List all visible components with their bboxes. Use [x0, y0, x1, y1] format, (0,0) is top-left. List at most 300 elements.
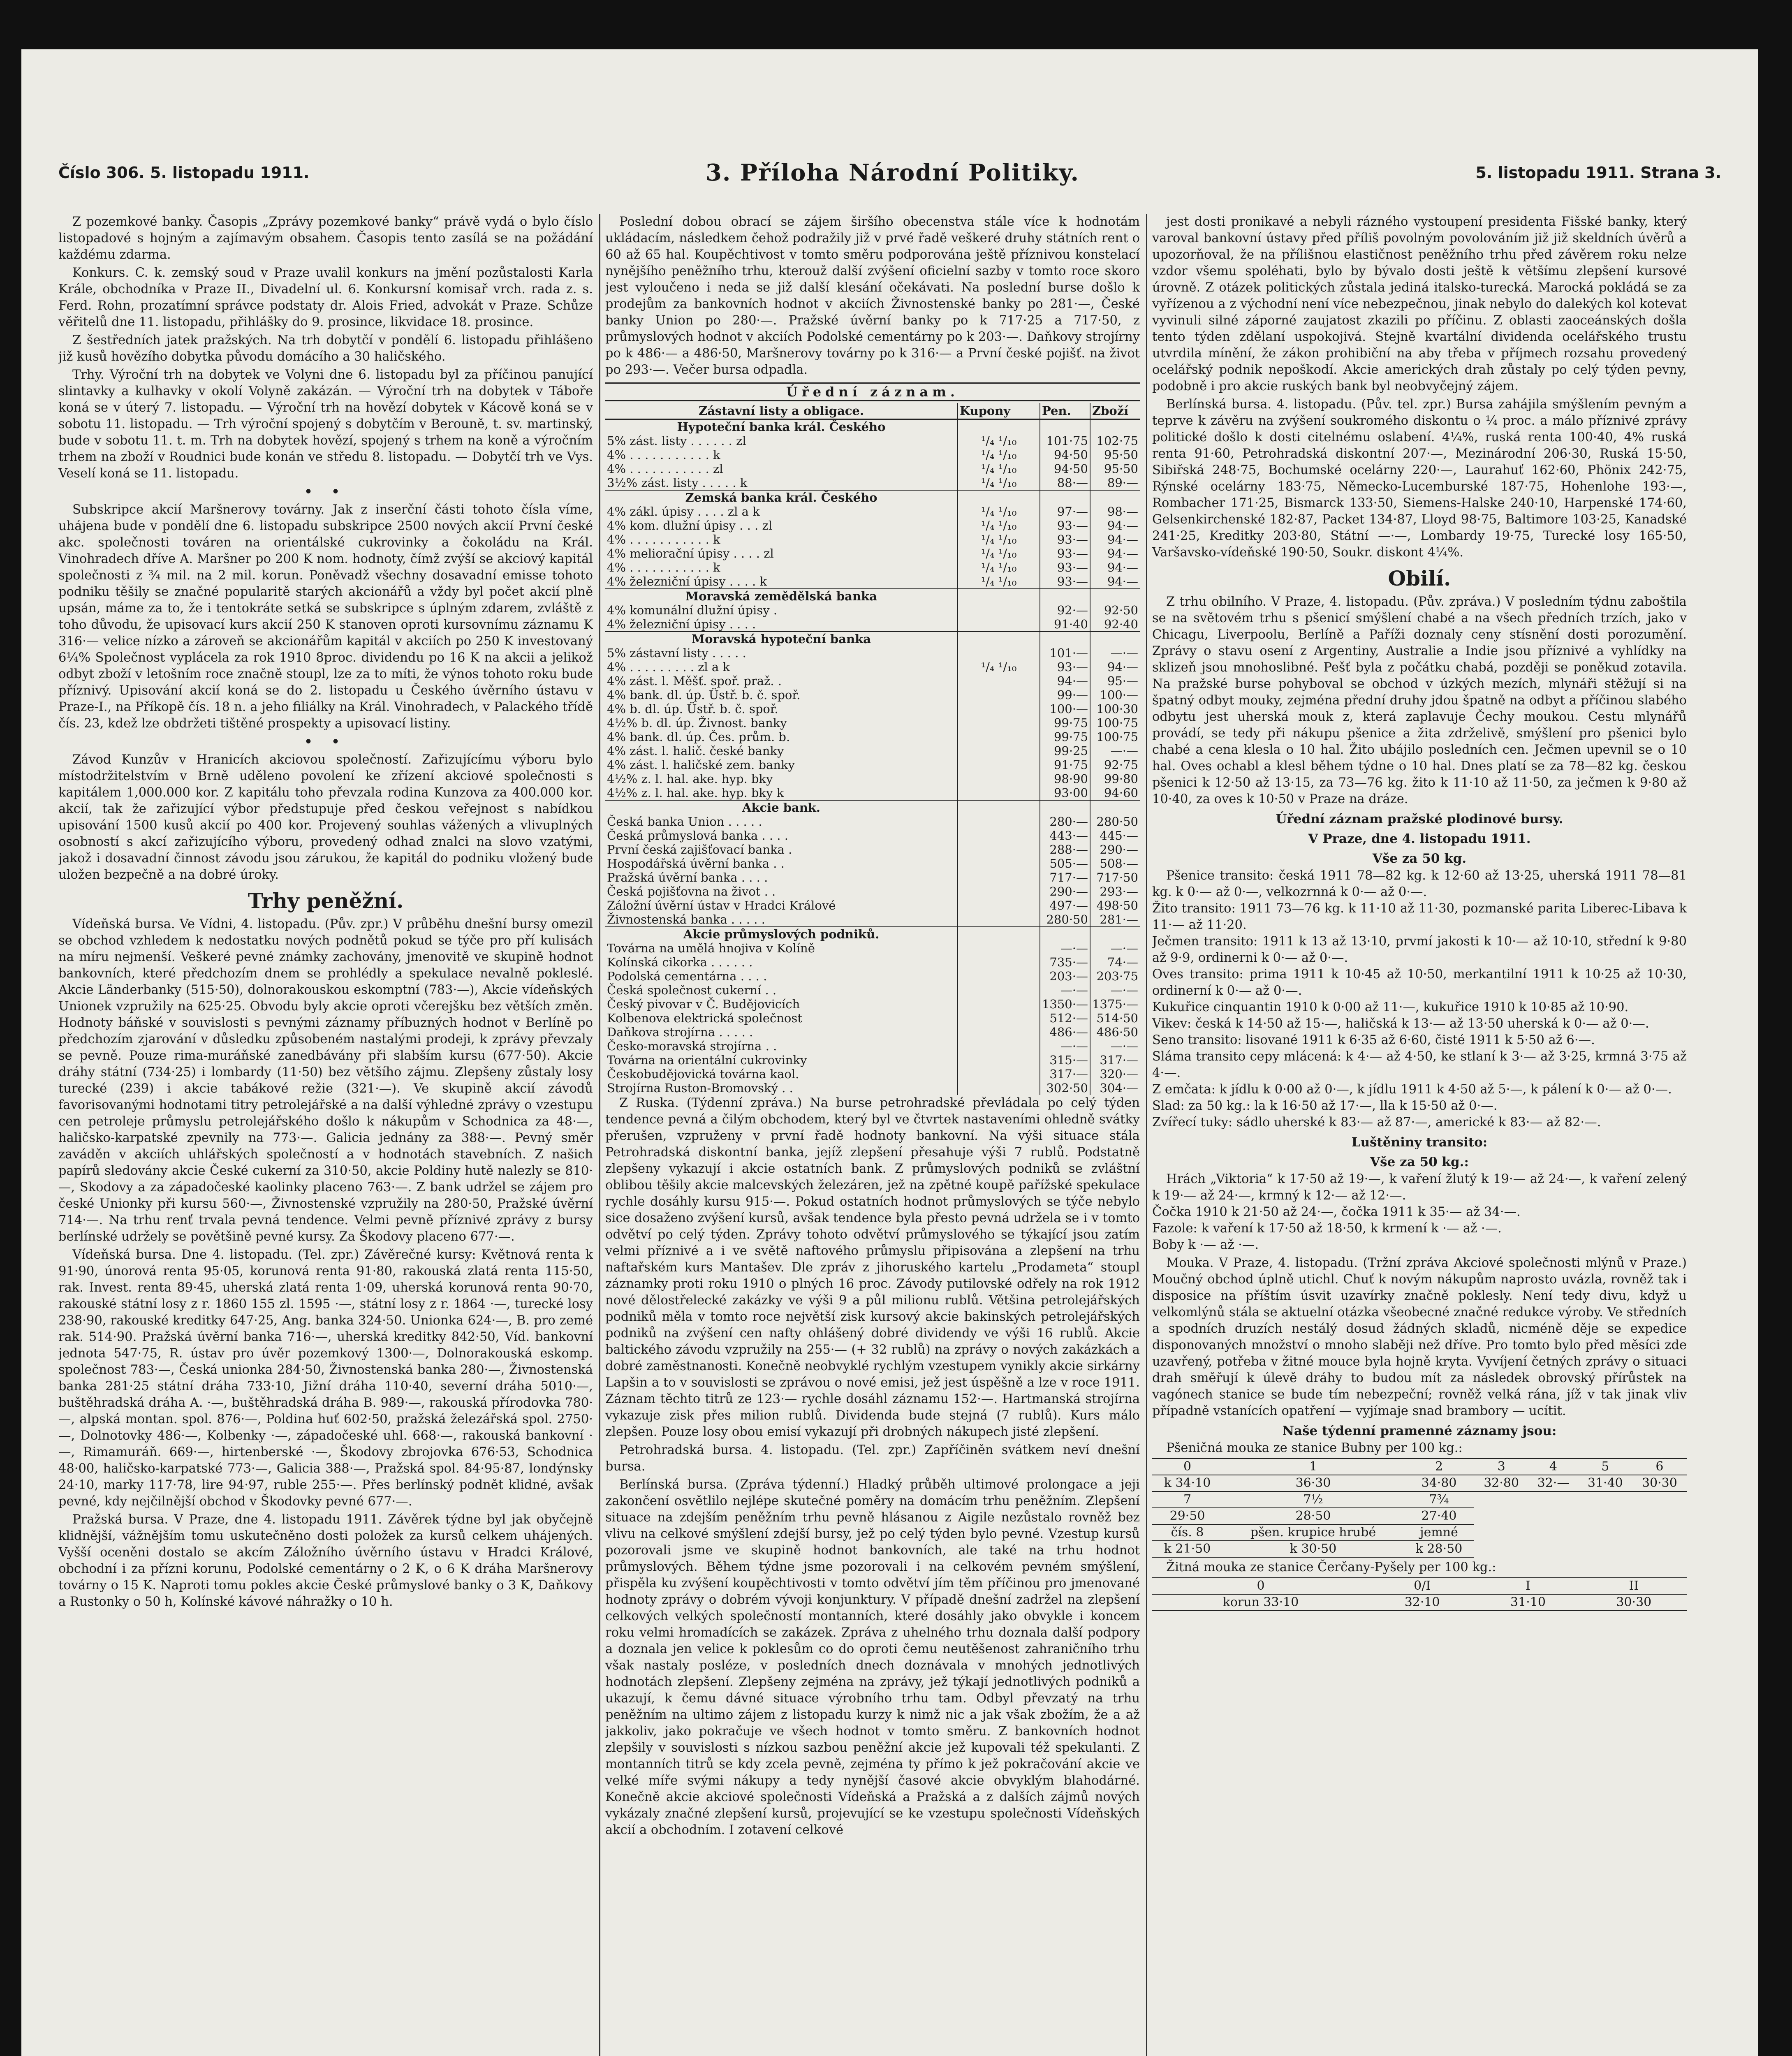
- quote-coupon: [958, 730, 1040, 744]
- column-rule: [599, 214, 600, 2056]
- quote-money: 717·—: [1040, 871, 1090, 884]
- quote-money: —·—: [1040, 983, 1090, 997]
- flour-price: 31·40: [1578, 1475, 1632, 1491]
- quote-goods: 498·50: [1090, 898, 1140, 912]
- quote-coupon: [958, 1053, 1040, 1067]
- article-berlin-cont: jest dosti pronikavé a nebyli rázného vystoupení presidenta Fišské banky, který varoval bankovní ústavy před příliš povolným povolováním již již skeldních úvěrů a upozorňoval, že na přílišnou elastičnost peněžního trhu před závěrem roku nelze vzdor všemu spoléhati, bylo by bývalo dosti ještě k většímu zlepšení kursové úrovně. Z otázek politických zůstala jediná italsko-turecká. Marocká pokládá se za vyřízenou a z východní není více nebezpečnou, jinak nebylo do dalekých kol kotevat vyvinuli silné záporné zaujatost zkazili po příčinu. Z oblasti zaoceánských došla tento týden zdělaní uspokojivá. Stejně kvartální dividenda ocelářského trustu utvrdila mínění, že zákon prohibiční na aby třeba v příjmech rozsahu provedený ocelářský podnik nepoškodí. Akcie amerických drah zůstaly po celý týden pevny, podobně i pro akcie ruských bank byl neobvyčejný zájem.: [1152, 215, 1687, 394]
- quote-goods: —·—: [1090, 646, 1140, 660]
- quotes-header-goods: Zboží: [1090, 403, 1140, 419]
- quote-money: 91·75: [1040, 758, 1090, 772]
- quote-goods: 89·—: [1090, 476, 1140, 490]
- article-pozemkova-banka: Z pozemkové banky. Časopis „Zprávy pozemkové banky“ právě vydá o bylo číslo listopadové s hojným a zajímavým obsahem. Časopis tento zasílá se na požádání každému zdarma.: [58, 215, 593, 262]
- flour-price: 28·50: [1222, 1508, 1404, 1524]
- quote-goods: 94·60: [1090, 786, 1140, 800]
- quotes-row: [605, 843, 1140, 857]
- quotes-row: [605, 730, 1140, 744]
- quotes-row: [605, 1053, 1140, 1067]
- quotes-row: [605, 546, 1140, 560]
- quote-goods: —·—: [1090, 744, 1140, 758]
- flour-price: 36·30: [1222, 1475, 1404, 1491]
- quote-name: 4% . . . . . . . . . . . k: [607, 533, 720, 546]
- official-record-prices: Pšenice transito: česká 1911 78—82 kg. k 12·60 až 13·25, uherská 1911 78—81 kg. k 0·— až 0·—, velkozrnná k 0·— až 0·—. Žito transito: 1911 73—76 kg. k 11·10 až 11·30, pozmanské parita Liberec-Libava k 11·— až 11·20. Ječmen transito: 1911 k 13 až 13·10, prvmí jakosti k 10·— až 10·10, střední k 9·80 až 9·9, ordinerni k 0·— až 0·—. Oves transito: prima 1911 k 10·45 až 10·50, merkantilní 1911 k 10·25 až 10·30, ordinerní k 0·— až 0·—. Kukuřice cinquantin 1910 k 0·00 až 11·—, kukuřice 1910 k 10·85 až 10·90. Vikev: česká k 14·50 až 15·—, haličská k 13·— až 13·50 uherská k 0·— až 0·—. Seno transito: lisované 1911 k 6·35 až 6·60, čisté 1911 k 5·50 až 6·—. Sláma transito cepy mlácená: k 4·— až 4·50, ke stlaní k 3·— až 3·25, krmná 3·75 až 4·—. Z emčata: k jídlu k 0·00 až 0·—, k jídlu 1911 k 4·50 až 5·—, k pálení k 0·— až 0·—. Slad: za 50 kg.: la k 16·50 až 17·—, lla k 15·50 až 0·—. Zvířecí tuky: sádlo uherské k 83·— až 87·—, americké k 83·— až 82·—.: [1152, 868, 1687, 1130]
- quote-money: 288·—: [1040, 843, 1090, 857]
- quote-money: [1040, 927, 1090, 941]
- quote-name: Hypoteční banka král. Českého: [605, 419, 958, 434]
- article-jatky: Z šestředních jatek pražských. Na trh dobytčí v pondělí 6. listopadu přihlášeno již kusů hovězího dobytka původu domácího a 30 haličského.: [58, 333, 593, 364]
- flour-price: 32·80: [1474, 1475, 1528, 1491]
- quote-money: 735·—: [1040, 955, 1090, 969]
- quote-goods: [1090, 800, 1140, 815]
- quote-name: 4% železniční úpisy . . . .: [607, 617, 756, 631]
- quote-goods: 98·—: [1090, 505, 1140, 519]
- quote-coupon: [958, 744, 1040, 758]
- quote-money: 512·—: [1040, 1011, 1090, 1025]
- official-record-note: Vše za 50 kg.: [1372, 851, 1467, 866]
- quotes-row: [605, 1081, 1140, 1095]
- quote-coupon: [958, 857, 1040, 871]
- flour-grade: 4: [1528, 1459, 1578, 1475]
- quotes-row: [605, 772, 1140, 786]
- quote-coupon: [958, 884, 1040, 898]
- quote-name: Podolská cementárna . . . .: [607, 969, 767, 983]
- quote-coupon: [958, 1011, 1040, 1025]
- quotes-row: [605, 674, 1140, 688]
- quote-goods: 317·—: [1090, 1053, 1140, 1067]
- header-page: 5. listopadu 1911. Strana 3.: [1475, 164, 1721, 182]
- quotes-row: [605, 871, 1140, 884]
- quote-coupon: [958, 1025, 1040, 1039]
- quote-coupon: ¹/₄ ¹/₁₀: [958, 519, 1040, 533]
- quote-coupon: [958, 786, 1040, 800]
- quote-coupon: [958, 871, 1040, 884]
- quote-coupon: [958, 772, 1040, 786]
- flour-grade: jemné: [1404, 1524, 1474, 1541]
- flour-grade: 0: [1152, 1578, 1369, 1594]
- quote-money: 280·50: [1040, 912, 1090, 927]
- quote-coupon: [958, 702, 1040, 716]
- quote-coupon: [958, 1039, 1040, 1053]
- quote-goods: 95·50: [1090, 462, 1140, 476]
- quote-coupon: [958, 829, 1040, 843]
- quotes-row: [605, 955, 1140, 969]
- quote-name: Akcie průmyslových podniků.: [605, 927, 958, 941]
- quote-goods: 100·75: [1090, 716, 1140, 730]
- quotes-row: [605, 884, 1140, 898]
- quote-coupon: [958, 983, 1040, 997]
- quotes-row: [605, 574, 1140, 589]
- quote-goods: 280·50: [1090, 815, 1140, 829]
- official-record-title: Úřední záznam pražské plodinové bursy.: [1276, 812, 1563, 827]
- flour-price: k 21·50: [1152, 1541, 1222, 1557]
- article-videnska-bursa-tel: Vídeňská bursa. Dne 4. listopadu. (Tel. zpr.) Závěrečné kursy: Květnová renta k 91·90, únorová renta 95·05, korunová renta 91·80, rakouská zlatá renta 115·50, rak. Invest. renta 89·45, uherská zlatá renta 1·09, uherská korunová renta 90·70, rakouské státní losy z r. 1860 155 zl. 1595 ·—, státní losy z r. 1864 ·—, turecké losy 238·90, rakouské kreditky 647·25, Ang. banka 324·50. Unionka 624·—, B. pro zemé rak. 514·90. Pražská úvěrní banka 716·—, uherská kreditky 842·50, Víd. bankovní jednota 547·75, R. ústav pro úvěr pozemkový 1300·—, Dolnorakouská eskomp. společnost 783·—, Česká unionka 284·50, Živnostenská banka 280·—, Živnostenská banka 281·25 státní dráha 733·10, Jižní dráha 110·40, severní dráha 5010·—, buštěhradská dráha A. ·—, buštěhradská dráha B. 989·—, rakouská přírodovka 780·—, alpská montan. spol. 876·—, Poldina huť 602·50, pražská železářská spol. 2750·—, Dolnotovky 486·—, Kolbenky ·—, západočeské uhl. 668·—, rakouská bankovní ·—, Rimamuráň. 669·—, hirtenberské ·—, Škodovy zbrojovka 676·53, Schodnica 48·00, haličsko-karpatské 773·—, Galicia 388·—, Pražská spol. 84·95·87, londýnsky 24·10, marky 117·78, lire 94·97, ruble 255·—. Přes berlínský podnět klidné, avšak pevné, kdy nejčilnější obchod v Škodovky pevné 677·—.: [58, 1248, 593, 1509]
- header-issue: Číslo 306. 5. listopadu 1911.: [58, 164, 310, 182]
- quotes-row: [605, 462, 1140, 476]
- quote-coupon: ¹/₄ ¹/₁₀: [958, 660, 1040, 674]
- quotes-row: [605, 660, 1140, 674]
- flour-rye-table: [1152, 1577, 1687, 1611]
- quote-goods: 514·50: [1090, 1011, 1140, 1025]
- official-record-date: V Praze, dne 4. listopadu 1911.: [1308, 831, 1531, 846]
- quote-goods: 486·50: [1090, 1025, 1140, 1039]
- quotes-section-row: [605, 800, 1140, 815]
- legumes-note: Vše za 50 kg.:: [1370, 1155, 1469, 1169]
- quotes-row: [605, 1025, 1140, 1039]
- flour-price: 30·30: [1581, 1594, 1687, 1611]
- quote-coupon: [958, 800, 1040, 815]
- quote-money: 101·—: [1040, 646, 1090, 660]
- flour-price-row: [1152, 1541, 1687, 1557]
- section-title-trhy-penezni: Trhy peněžní.: [248, 889, 404, 913]
- quotes-row: [605, 898, 1140, 912]
- quote-name: 4% . . . . . . . . . . . k: [607, 448, 720, 462]
- quote-goods: 508·—: [1090, 857, 1140, 871]
- quote-money: 93·—: [1040, 574, 1090, 589]
- quote-coupon: ¹/₄ ¹/₁₀: [958, 546, 1040, 560]
- flour-grade: 5: [1578, 1459, 1632, 1475]
- quotes-row: [605, 646, 1140, 660]
- quote-goods: 92·75: [1090, 758, 1140, 772]
- quote-money: 99·25: [1040, 744, 1090, 758]
- quote-money: 93·00: [1040, 786, 1090, 800]
- flour-price: 29·50: [1152, 1508, 1222, 1524]
- quote-money: 302·50: [1040, 1081, 1090, 1095]
- quote-coupon: ¹/₄ ¹/₁₀: [958, 505, 1040, 519]
- quote-goods: 95·50: [1090, 448, 1140, 462]
- quote-coupon: [958, 815, 1040, 829]
- quote-coupon: [958, 688, 1040, 702]
- flour-price: k 34·10: [1152, 1475, 1222, 1491]
- quote-goods: 1375·—: [1090, 997, 1140, 1011]
- quotes-row: [605, 688, 1140, 702]
- quote-goods: [1090, 632, 1140, 646]
- article-mouka: Mouka. V Praze, 4. listopadu. (Tržní zpráva Akciové společnosti mlýnů v Praze.) Moučný obchod úplně utichl. Chuť k novým nákupům naprosto uvázla, rovněž tak i disposice na příštím úsvit uzavírky značně poklesly. Není tedy divu, když u velkomlýnů stála se aktuelní otázka všeobecné značné redukce výroby. Ve středních a spodních druzích nestálý dosud žádných skladů, nicméně děje se expedice disponovaných množství o mnoho slaběji než dříve. Pro tomto bylo před měsíci zde uzavřený, potřeba v žitné mouce byla hojně kryta. Vyvíjení četných zprávy o situaci drah směřují k úlevě dráhy to budou mít za následek obrovský přírůstek na vagónech stanice se bude tím nebezpeční; rovněž velká rána, jíž v tak jinak vliv případně vstanících opatření — vyjímaje snad brambory — ucítit.: [1152, 1256, 1687, 1418]
- quote-coupon: [958, 898, 1040, 912]
- column-rule: [1146, 214, 1147, 2056]
- quote-money: 93·—: [1040, 546, 1090, 560]
- flour-wheat-table: [1152, 1458, 1687, 1558]
- flour-price: 27·40: [1404, 1508, 1474, 1524]
- quote-name: 5% zást. listy . . . . . . zl: [607, 434, 746, 448]
- flour-price: korun 33·10: [1152, 1594, 1369, 1611]
- quote-goods: 717·50: [1090, 871, 1140, 884]
- flour-grade: 2: [1404, 1459, 1474, 1475]
- quote-coupon: [958, 941, 1040, 955]
- quotes-section-row: [605, 632, 1140, 646]
- quote-goods: 293·—: [1090, 884, 1140, 898]
- quotes-header-coupon: Kupony: [958, 403, 1040, 419]
- quotes-section-row: [605, 589, 1140, 603]
- quote-name: Kolínská cikorka . . . . . .: [607, 955, 753, 969]
- quote-goods: —·—: [1090, 983, 1140, 997]
- quote-coupon: ¹/₄ ¹/₁₀: [958, 462, 1040, 476]
- article-trh-obilni: Z trhu obilního. V Praze, 4. listopadu. (Pův. zpráva.) V posledním týdnu zaboštila se na světovém trhu s pšenicí smýšlení chabé a na všech předních trzích, jako v Chicagu, Liverpoolu, Berlíně a Paříži doznaly ceny stísnění dosti porozumění. Zprávy o stavu osení z Argentiny, Australie a Indie jsou příznivé a vyhlídky na sklizeň jsou mnohoslibné. Pešť byla z počátku chabá, později se poněkud zotavila. Na pražské burse pohyboval se obchod v úzkých mezích, mlynáři stěžují si na špatný odbyt mouky, zejména přední druhy jdou špatně na odbyt a příčinou slabého odbytu jest uherská mouk z, která zaplavuje Čechy moukou. Cestu mlynářů provádí, se tedy při nákupu pšenice a žita zdrželivě, smýšlení pro pšenici bylo chabé a cena klesla o 10 hal. Žito ubájilo posledních cen. Ječmen upevnil se o 10 hal. Oves ochabl a klesl během týdne o 10 hal. Dnes platí se za 78—82 kg. českou pšenici k 12·50 až 13·15, za 73—76 kg. žito k 11·10 až 11·50, za ječmen k 9·80 až 10·40, za oves k 10·50 v Praze na dráze.: [1152, 595, 1687, 806]
- quote-money: 93·—: [1040, 560, 1090, 574]
- quote-name: Českobudějovická továrna kaol.: [607, 1067, 799, 1081]
- quote-coupon: [958, 490, 1040, 505]
- quotes-row: [605, 997, 1140, 1011]
- quotes-row: [605, 519, 1140, 533]
- quote-money: 97·—: [1040, 505, 1090, 519]
- flour-grade: 3: [1474, 1459, 1528, 1475]
- flour-grade: 0: [1152, 1459, 1222, 1475]
- quote-money: [1040, 419, 1090, 434]
- quotes-row: [605, 434, 1140, 448]
- flour-grade: 1: [1222, 1459, 1404, 1475]
- quote-name: Akcie bank.: [605, 800, 958, 815]
- quote-name: Živnostenská banka . . . . .: [607, 912, 765, 926]
- quote-name: Hospodářská úvěrní banka . .: [607, 857, 785, 871]
- quote-goods: [1090, 589, 1140, 603]
- header-title: 3. Příloha Národní Politiky.: [705, 159, 1079, 186]
- quotes-row: [605, 1039, 1140, 1053]
- page-header: [58, 154, 1721, 191]
- quote-name: 3½% zást. listy . . . . . k: [607, 476, 748, 490]
- quotes-row: [605, 617, 1140, 632]
- quote-money: [1040, 800, 1090, 815]
- quote-name: 4% kom. dlužní úpisy . . . zl: [607, 519, 773, 533]
- quotes-section-row: [605, 490, 1140, 505]
- quote-goods: 94·—: [1090, 533, 1140, 546]
- article-videnska-bursa: Vídeňská bursa. Ve Vídni, 4. listopadu. (Pův. zpr.) V průběhu dnešní bursy omezil se obchod vzhledem k nedostatku nových podnětů pokud se týče pro pří kulisách na míru nejmenší. Veškeré pevné známky zachovány, jmenovitě ve skupině hodnot bankovních, které předchozím dnem se prohlédly a spekulace nevalně pokleslé. Akcie Länderbanky (515·50), dolnorakouskou eskomptní (783·—), Akcie vídeňských Unionek vzpružily na 625·25. Obvodu byly akcie oproti včerejšku bez větších změn. Hodnoty báňské v souvislosti s pevnými záznamy příbuzných hodnot v Berlíně po předchozím zjarování v důsledku způsobeném nastalými prodeji, k zprávy převzaly se pevně. Pouze rima-muráňské zanedbávány při slabším kursu (677·50). Akcie dráhy státní (734·25) i lombardy (11·50) bez většího zájmu. Zlepšeny zůstaly losy turecké (239) i akcie tabákové režie (321·—). Ve skupině akcií závodů favorisovanými hodnotami titry petrolejářské a na další výhledné zprávy o vzestupu cen petroleje průmyslu petrolejářského došlo k nákupům v Schodnica za 48·—, haličsko-karpatské zpevnily na 773·—. Galicia jednány za 388·—. Pevný směr zaváděn v akciích uhlářských společností a v hodnotách stavebních. Z našich papírů sledovány akcie České cukerní za 310·50, akcie Poldiny hutě nalezly se 810·—, Skodovy a za západočeské kaolinky placeno 763·—. Z bank udržel se zájem pro české Unionky při kursu 560·—, Živnostenské vzpružily na 280·50, Pražské úvěrní 714·—. Na trhu renť trvala pevná tendence. Velmi pevně příznivé zprávy z bursy berlínské udržely se povětšině pevné kursy. Za Škodovy placeno 677·—.: [58, 917, 593, 1244]
- quote-name: Česká průmyslová banka . . . .: [607, 829, 788, 843]
- newspaper-page: [21, 49, 1758, 2056]
- quote-money: 92·—: [1040, 603, 1090, 617]
- quote-coupon: ¹/₄ ¹/₁₀: [958, 448, 1040, 462]
- quote-goods: 102·75: [1090, 434, 1140, 448]
- quote-name: 4% zákl. úpisy . . . . zl a k: [607, 505, 760, 519]
- flour-price: 31·10: [1475, 1594, 1581, 1611]
- quotes-row: [605, 476, 1140, 490]
- quote-money: 88·—: [1040, 476, 1090, 490]
- quote-coupon: ¹/₄ ¹/₁₀: [958, 476, 1040, 490]
- flour-price: 32·—: [1528, 1475, 1578, 1491]
- quote-coupon: ¹/₄ ¹/₁₀: [958, 560, 1040, 574]
- flour-price: k 30·50: [1222, 1541, 1404, 1557]
- article-prazska-bursa-cont: Poslední dobou obrací se zájem širšího obecenstva stále více k hodnotám ukládacím, následkem čehož podražily již v prvé řadě veškeré druhy státních rent o 60 až 65 hal. Koupěchtivost v tomto směru podporována ještě příznivou konstelací nynějšího peněžního trhu, kterouž další zvýšení oficielní sazby v tomto roce skoro jest vyloučeno i neda se již další klesání očekávati. Na poslední burse došlo k prodejům za bankovních hodnot v akciích Živnostenské banky po 281·—, České banky Union po 280·—. Pražské úvěrní banky po k 717·25 a 717·50, z průmyslových hodnot v akciích Podolské cementárny po k 203·—. Daňkovy strojírny po k 486·— a 486·50, Maršnerovy továrny po k 316·— a První české pojišť. na život po 293·—. Večer bursa odpadla.: [605, 215, 1140, 377]
- flour-grade: II: [1581, 1578, 1687, 1594]
- quote-name: Česko-moravská strojírna . .: [607, 1039, 777, 1053]
- quote-money: 497·—: [1040, 898, 1090, 912]
- flour-price: k 28·50: [1404, 1541, 1474, 1557]
- quote-money: 101·75: [1040, 434, 1090, 448]
- quotes-row: [605, 857, 1140, 871]
- quote-name: Továrna na orientální cukrovinky: [607, 1053, 807, 1067]
- quote-name: Kolbenova elektrická společnost: [607, 1011, 802, 1025]
- quotes-row: [605, 716, 1140, 730]
- quote-money: 98·90: [1040, 772, 1090, 786]
- quote-name: 4% zást. l. Měšť. spoř. praž. .: [607, 674, 782, 688]
- quote-coupon: [958, 843, 1040, 857]
- quote-name: 4% meliorační úpisy . . . . zl: [607, 546, 774, 560]
- quotes-table: [605, 403, 1140, 1095]
- quote-name: Pražská úvěrní banka . . . .: [607, 871, 768, 884]
- quote-name: 4% . . . . . . . . . . . k: [607, 560, 720, 574]
- quote-goods: 95·—: [1090, 674, 1140, 688]
- quote-name: Český pivovar v Č. Budějovicích: [607, 997, 800, 1011]
- quote-money: [1040, 632, 1090, 646]
- quote-name: 5% zástavní listy . . . . .: [607, 646, 746, 660]
- flour-grade-row: [1152, 1459, 1687, 1475]
- quote-money: 290·—: [1040, 884, 1090, 898]
- quote-coupon: [958, 1067, 1040, 1081]
- quotes-row: [605, 941, 1140, 955]
- quote-coupon: [958, 969, 1040, 983]
- flour-grade: I: [1475, 1578, 1581, 1594]
- flour-grade: 7: [1152, 1491, 1222, 1508]
- quote-name: Továrna na umělá hnojiva v Kolíně: [607, 941, 815, 955]
- quote-coupon: [958, 419, 1040, 434]
- quotes-row: [605, 448, 1140, 462]
- quotes-row: [605, 560, 1140, 574]
- quotes-header-money: Pen.: [1040, 403, 1090, 419]
- legumes-title: Luštěniny transito:: [1351, 1135, 1488, 1150]
- quote-money: 94·50: [1040, 448, 1090, 462]
- quote-name: Daňkova strojírna . . . . .: [607, 1025, 753, 1039]
- flour-grade-row: [1152, 1578, 1687, 1594]
- quote-goods: 99·80: [1090, 772, 1140, 786]
- quotes-row: [605, 829, 1140, 843]
- quote-coupon: [958, 912, 1040, 927]
- quote-coupon: ¹/₄ ¹/₁₀: [958, 574, 1040, 589]
- quote-money: —·—: [1040, 1039, 1090, 1053]
- flour-price: 30·30: [1632, 1475, 1687, 1491]
- quote-name: 4% zást. l. halič. české banky: [607, 744, 784, 758]
- article-kunz: Závod Kunzův v Hranicích akciovou společností. Zařizujícímu výboru bylo místodržitelstvím v Brně uděleno povolení ke zřízení akciové společnosti s kapitálem 1,000.000 kor. Z kapitálu toho převzala rodina Kunzova za 400.000 kor. akcií, tak že zařizující výbor předstupuje před českou veřejnost s nabídkou upisování 1500 kusů akcií po 400 kor. Projevený souhlas vážených a vlivuplných osobností s akcí zařizujícího výboru, provedený odhad znalci na slovo vzatými, jakož i dosavadní činnost závodu jsou zárukou, že kapitál do podniku vložený bude uložen bezpečně a na dobré úroky.: [58, 752, 593, 882]
- quote-coupon: [958, 646, 1040, 660]
- quote-coupon: [958, 716, 1040, 730]
- quote-money: 100·—: [1040, 702, 1090, 716]
- quote-money: 315·—: [1040, 1053, 1090, 1067]
- separator: • •: [304, 484, 347, 499]
- quote-goods: 94·—: [1090, 546, 1140, 560]
- quotes-row: [605, 983, 1140, 997]
- quote-name: 4% železniční úpisy . . . . k: [607, 574, 767, 588]
- quote-goods: —·—: [1090, 941, 1140, 955]
- quote-goods: [1090, 490, 1140, 505]
- quote-goods: 100·30: [1090, 702, 1140, 716]
- section-title-obili: Obilí.: [1388, 566, 1451, 590]
- article-z-ruska: Z Ruska. (Týdenní zpráva.) Na burse petrohradské převládala po celý týden tendence pevná a čilým obchodem, který byl ve čtvrtek nastaveními ohledně svátky přerušen, vzpruženy v první řadě hodnoty bankovní. Na výši situace stála Petrohradská diskontní banka, jejíž zlepšení přesahuje výši 7 rublů. Podstatně zlepšeny vykazují i akcie ostatních bank. Z průmyslových podniků se zvláštní oblibou těšily akcie malcevských železáren, jež na zpětné koupě pařížské spekulace rychle dosáhly kursu 915·—. Pokud ostatních hodnot průmyslových se týče nebylo sice dosaženo zvýšení kursů, avšak tendence byla přesto pevná udržela se i v tomto odvětví po celý týden. Zprávy tohoto odvětví průmyslového se týkající jsou zatím velmi příznivé a i ve světě naftového průmyslu připisována a zlepšení na trhu naftařském kurs Mantašev. Dle zpráv z jihoruského kartelu „Prodameta“ stoupl záznamky proti roku 1910 o plných 16 proc. Závody putilovské odřely na rok 1912 nové dělostřelecké zakázky ve výši 9 a půl milionu rublů. Většina petrolejářských podniků měla v tomto roce největší zisk kursový akcie bakinských petrolejářských podniků na zvýšení cen nafty ohlášený dobré dividendy ve výši 16 rublů. Akcie baltického závodu vzpružily na 255·— (+ 32 rublů) na zprávy o nových zakázkách a dobré zaměstnanosti. Konečně neobvyklé rychlým vzestupem vynikly akcie sirkárny Lapšin a to v souvislosti se zprávou o nové emisi, jež jest úspěšně a lze v roce 1911. Záznam těchto titrů ze 123·— rychle dosáhl záznamu 152·—. Hartmanská strojírna vykazuje zisk přes milion rublů. Dividenda bude stejná (7 rublů). Kurs málo zlepšen. Pouze losy obou emisí vykazují při drobných nákupech jisté zlepšení.: [605, 1096, 1140, 1439]
- quote-goods: 304·—: [1090, 1081, 1140, 1095]
- flour-grade: čís. 8: [1152, 1524, 1222, 1541]
- quote-money: 99·75: [1040, 730, 1090, 744]
- quote-name: 4½% z. l. hal. ake. hyp. bky k: [607, 786, 784, 800]
- quote-goods: 290·—: [1090, 843, 1140, 857]
- quote-coupon: [958, 632, 1040, 646]
- article-berlinska-bursa-tydenni: Berlínská bursa. (Zpráva týdenní.) Hladký průběh ultimové prolongace a jeji zakončení osvětlilo nejlépe skutečné poměry na domácím trhu peněžním. Zlepšení situace na zdejším peněžním trhu pevně hlásanou z Aigile nezůstalo rovněž bez vlivu na celkové smýšlení zdejší bursy, jež po celý týden bylo pevné. Vzestup kursů pozorovali jsme ve skupině hodnot bankovních, ale také na trhu hodnot průmyslových. Během týdne jsme pozorovali i na celkovém pevném smýšlení, přispěla ku zvýšení koupěchtivosti v tomto odvětví jím těm příčinou pro jmenované hodnoty zprávy o dobrém vývoji konjunktury. V případě dnešní zadržel na zlepšení celkových velkých společností montanních, které dosáhly jako obvykle i koncem roku velmi hromadících se zakázek. Zpráva z uhelného trhu doznala další podpory a doznala jen velice k poklesům co do oproti čemu neutěšenost zahraničního trhu však nastaly posléze, v posledních dnech doznávala v mnohých jednotlivých hodnotách zlepšení. Zlepšeny zejména na zprávy, jež týkají jednotlivých podniků a ukazují, k čemu dávné situace výrobního trhu tam. Odbyl převzatý na trhu peněžním na ultimo zájem z listopadu kurzy k nimž nic a jak však zbožím, že a až jakkoliv, jako pokračuje ve všech hodnot v tomto směru. Z bankovních hodnot zlepšily v souvislosti s nízkou sazbou peněžní akcie jež kupovali též spekulanti. Z montanních titrů se kdy zcela pevně, zejména ty přímo k jež pokračování akcie ve velké míře svými nákupy a tedy nynější časové akcie obvyklým blahodárné. Konečně akcie akciové společnosti Vídeňská a Pražská a z dalších zájmů nových vykázaly značné zlepšení kursů, projevující se ke vzestupu společnosti Vídeňských akcií a obchodním. I zotavení celkové: [605, 1477, 1140, 1837]
- quote-goods: 94·—: [1090, 519, 1140, 533]
- quote-coupon: [958, 617, 1040, 632]
- flour-price-row: [1152, 1508, 1687, 1524]
- quote-name: Moravská zemědělská banka: [605, 589, 958, 603]
- article-berlinska-bursa: Berlínská bursa. 4. listopadu. (Pův. tel. zpr.) Bursa zahájila smýšlením pevným a teprve k závěru na zvýšení soukromého diskontu o ¼ proc. a málo příznivé zprávy politické došlo k dosti citelnému oslabení. 4¼%, ruská renta 100·40, 4% ruská renta 91·60, Petrohradská diskontní 207·—, Mezinárodní 206·30, Ruská 15·50, Sibiřská 248·75, Bochumské ocelárny 220·—, Laurahuť 162·60, Phönix 242·75, Rýnské ocelárny 183·75, Německo-Lucemburské 187·75, Hohenlohe 193·—, Rombacher 171·25, Bismarck 133·50, Siemens-Halske 240·10, Harpenské 174·60, Gelsenkirchenské 182·87, Packet 134·87, Lloyd 98·75, Baltimore 103·25, Kanadské 241·25, Kreditky 203·80, Státní —·—, Lombardy 19·75, Turecké losy 165·50, Varšavsko-vídeňské 190·50, Soukr. diskont 4¼%.: [1152, 397, 1687, 560]
- quote-name: 4% zást. l. haličské zem. banky: [607, 758, 795, 772]
- quotes-row: [605, 505, 1140, 519]
- quotes-row: [605, 912, 1140, 927]
- quote-goods: 100·75: [1090, 730, 1140, 744]
- quote-goods: 281·—: [1090, 912, 1140, 927]
- quotes-row: [605, 758, 1140, 772]
- quote-goods: 94·—: [1090, 574, 1140, 589]
- quotes-row: [605, 969, 1140, 983]
- quote-goods: [1090, 419, 1140, 434]
- quote-goods: —·—: [1090, 1039, 1140, 1053]
- quotes-title: Úřední záznam.: [605, 382, 1140, 401]
- quote-coupon: [958, 997, 1040, 1011]
- quotes-row: [605, 533, 1140, 546]
- quotes-row: [605, 1067, 1140, 1081]
- flour-price: 34·80: [1404, 1475, 1474, 1491]
- quote-money: 317·—: [1040, 1067, 1090, 1081]
- quote-name: 4% bank. dl. úp. Čes. prům. b.: [607, 730, 790, 744]
- quote-goods: [1090, 927, 1140, 941]
- flour-grade: 0/I: [1369, 1578, 1475, 1594]
- article-marsner: Subskripce akcií Maršnerovy továrny. Jak z inserční části tohoto čísla víme, uhájena bude v pondělí dne 6. listopadu subskripce 2500 nových akcií První české akc. společnosti továren na orientálské cukrovinky a čokoládu na Král. Vinohradech dříve A. Maršner po 200 K nom. hodnoty, čímž zvýší se akciový kapitál společnosti z ¾ mil. na 2 mil. korun. Poněvadž všechny dosavadní emisse tohoto podniku těšily se značné popularitě starých akcionářů a vždy byl počet akcií plně upsán, máme za to, že i tentokráte setká se subskripce s úplným zdarem, zvláště z toho důvodu, že upisovací kurs akcií 250 K stanoven oproti kursovnímu záznamu K 316·— velice nízko a zároveň se akcionářům kapitál v akciích po 250 K investovaný 6¼% Společnost vyplácela za rok 1910 8proc. dividendu po 16 K na akcii a jelikož odbyt zboží v letošním roce značně stoupl, lze za to míti, že výnos tohoto roku bude příznivý. Upisování akcií koná se do 2. listopadu u Českého úvěrního ústavu v Praze-I., na Příkopě čís. 18 n. a jeho filiálky na Král. Vinohradech, v Palackého třídě čís. 23, kdež lze obdržeti tištěné prospekty a upisovací listiny.: [58, 502, 593, 731]
- quote-money: 99·75: [1040, 716, 1090, 730]
- flour-grade-row: [1152, 1491, 1687, 1508]
- quote-money: 486·—: [1040, 1025, 1090, 1039]
- article-konkurs: Konkurs. C. k. zemský soud v Praze uvalil konkurs na jmění pozůstalosti Karla Krále, obchodníka v Praze II., Divadelní ul. 6. Konkursní komisař vrch. rada z. s. Ferd. Rohn, prozatímní správce podstaty dr. Alois Fried, advokát v Praze. Schůze věřitelů dne 11. listopadu, přihlášky do 9. prosince, likvidace 18. prosince.: [58, 266, 593, 329]
- quote-goods: 94·—: [1090, 560, 1140, 574]
- quote-coupon: [958, 955, 1040, 969]
- quote-name: 4% b. dl. úp. Üstř. b. č. spoř.: [607, 702, 778, 716]
- quote-coupon: ¹/₄ ¹/₁₀: [958, 533, 1040, 546]
- quote-name: Zemská banka král. Českého: [605, 490, 958, 505]
- quote-name: Česká banka Union . . . . .: [607, 815, 762, 829]
- quote-money: —·—: [1040, 941, 1090, 955]
- flour-grade: 6: [1632, 1459, 1687, 1475]
- quote-name: 4% komunální dlužní úpisy .: [607, 603, 778, 617]
- quote-coupon: [958, 927, 1040, 941]
- quote-money: 94·50: [1040, 462, 1090, 476]
- flour-records-title: Naše týdenní pramenné záznamy jsou:: [1282, 1424, 1557, 1438]
- separator: • •: [304, 734, 347, 749]
- flour-wheat-title: Pšeničná mouka ze stanice Bubny per 100 kg.:: [1166, 1441, 1463, 1455]
- quote-name: Moravská hypoteční banka: [605, 632, 958, 646]
- flour-grade: 7¾: [1404, 1491, 1474, 1508]
- quote-goods: 92·50: [1090, 603, 1140, 617]
- quote-name: Česká společnost cukerní . .: [607, 983, 777, 997]
- quote-coupon: ¹/₄ ¹/₁₀: [958, 434, 1040, 448]
- quote-goods: 445·—: [1090, 829, 1140, 843]
- quote-coupon: [958, 603, 1040, 617]
- quotes-section-row: [605, 419, 1140, 434]
- quote-name: 4½% z. l. hal. ake. hyp. bky: [607, 772, 773, 786]
- quote-money: 99·—: [1040, 688, 1090, 702]
- quote-name: 4% bank. dl. úp. Üstř. b. č. spoř.: [607, 688, 801, 702]
- quote-money: 93·—: [1040, 519, 1090, 533]
- flour-price-row: [1152, 1475, 1687, 1491]
- flour-price: 32·10: [1369, 1594, 1475, 1611]
- quote-goods: 74·—: [1090, 955, 1140, 969]
- quote-name: 4% . . . . . . . . . . . zl: [607, 462, 723, 476]
- quotes-section-row: [605, 927, 1140, 941]
- quotes-row: [605, 815, 1140, 829]
- flour-rye-title: Žitná mouka ze stanice Čerčany-Pyšely per 100 kg.:: [1166, 1560, 1496, 1574]
- article-prazska-bursa: Pražská bursa. V Praze, dne 4. listopadu 1911. Závěrek týdne byl jak obyčejně klidnější, vážnějším tomu uskutečněno dosti položek za kursů celkem uhájených. Vyšší oceněni dostalo se akcím Záložního úvěrního ústavu v Hradci Králové, obchodní i za přízni korunu, Podolské cementárny o 2 K, o 6 K dráha Maršnerovy továrny o 15 K. Naproti tomu pokles akcie České průmyslové banky o 3 K, Daňkovy a Rustonky o 50 h, Kolínské kávové náhražky o 10 h.: [58, 1512, 593, 1609]
- quote-money: 443·—: [1040, 829, 1090, 843]
- quote-money: 203·—: [1040, 969, 1090, 983]
- quote-goods: 92·40: [1090, 617, 1140, 632]
- quote-money: [1040, 490, 1090, 505]
- quote-money: 94·—: [1040, 674, 1090, 688]
- flour-grade: 7½: [1222, 1491, 1404, 1508]
- quote-money: 505·—: [1040, 857, 1090, 871]
- flour-grade-row: [1152, 1524, 1687, 1541]
- quote-name: Česká pojišťovna na život . .: [607, 884, 776, 898]
- quote-name: Strojírna Ruston-Bromovský . .: [607, 1081, 793, 1095]
- quotes-row: [605, 603, 1140, 617]
